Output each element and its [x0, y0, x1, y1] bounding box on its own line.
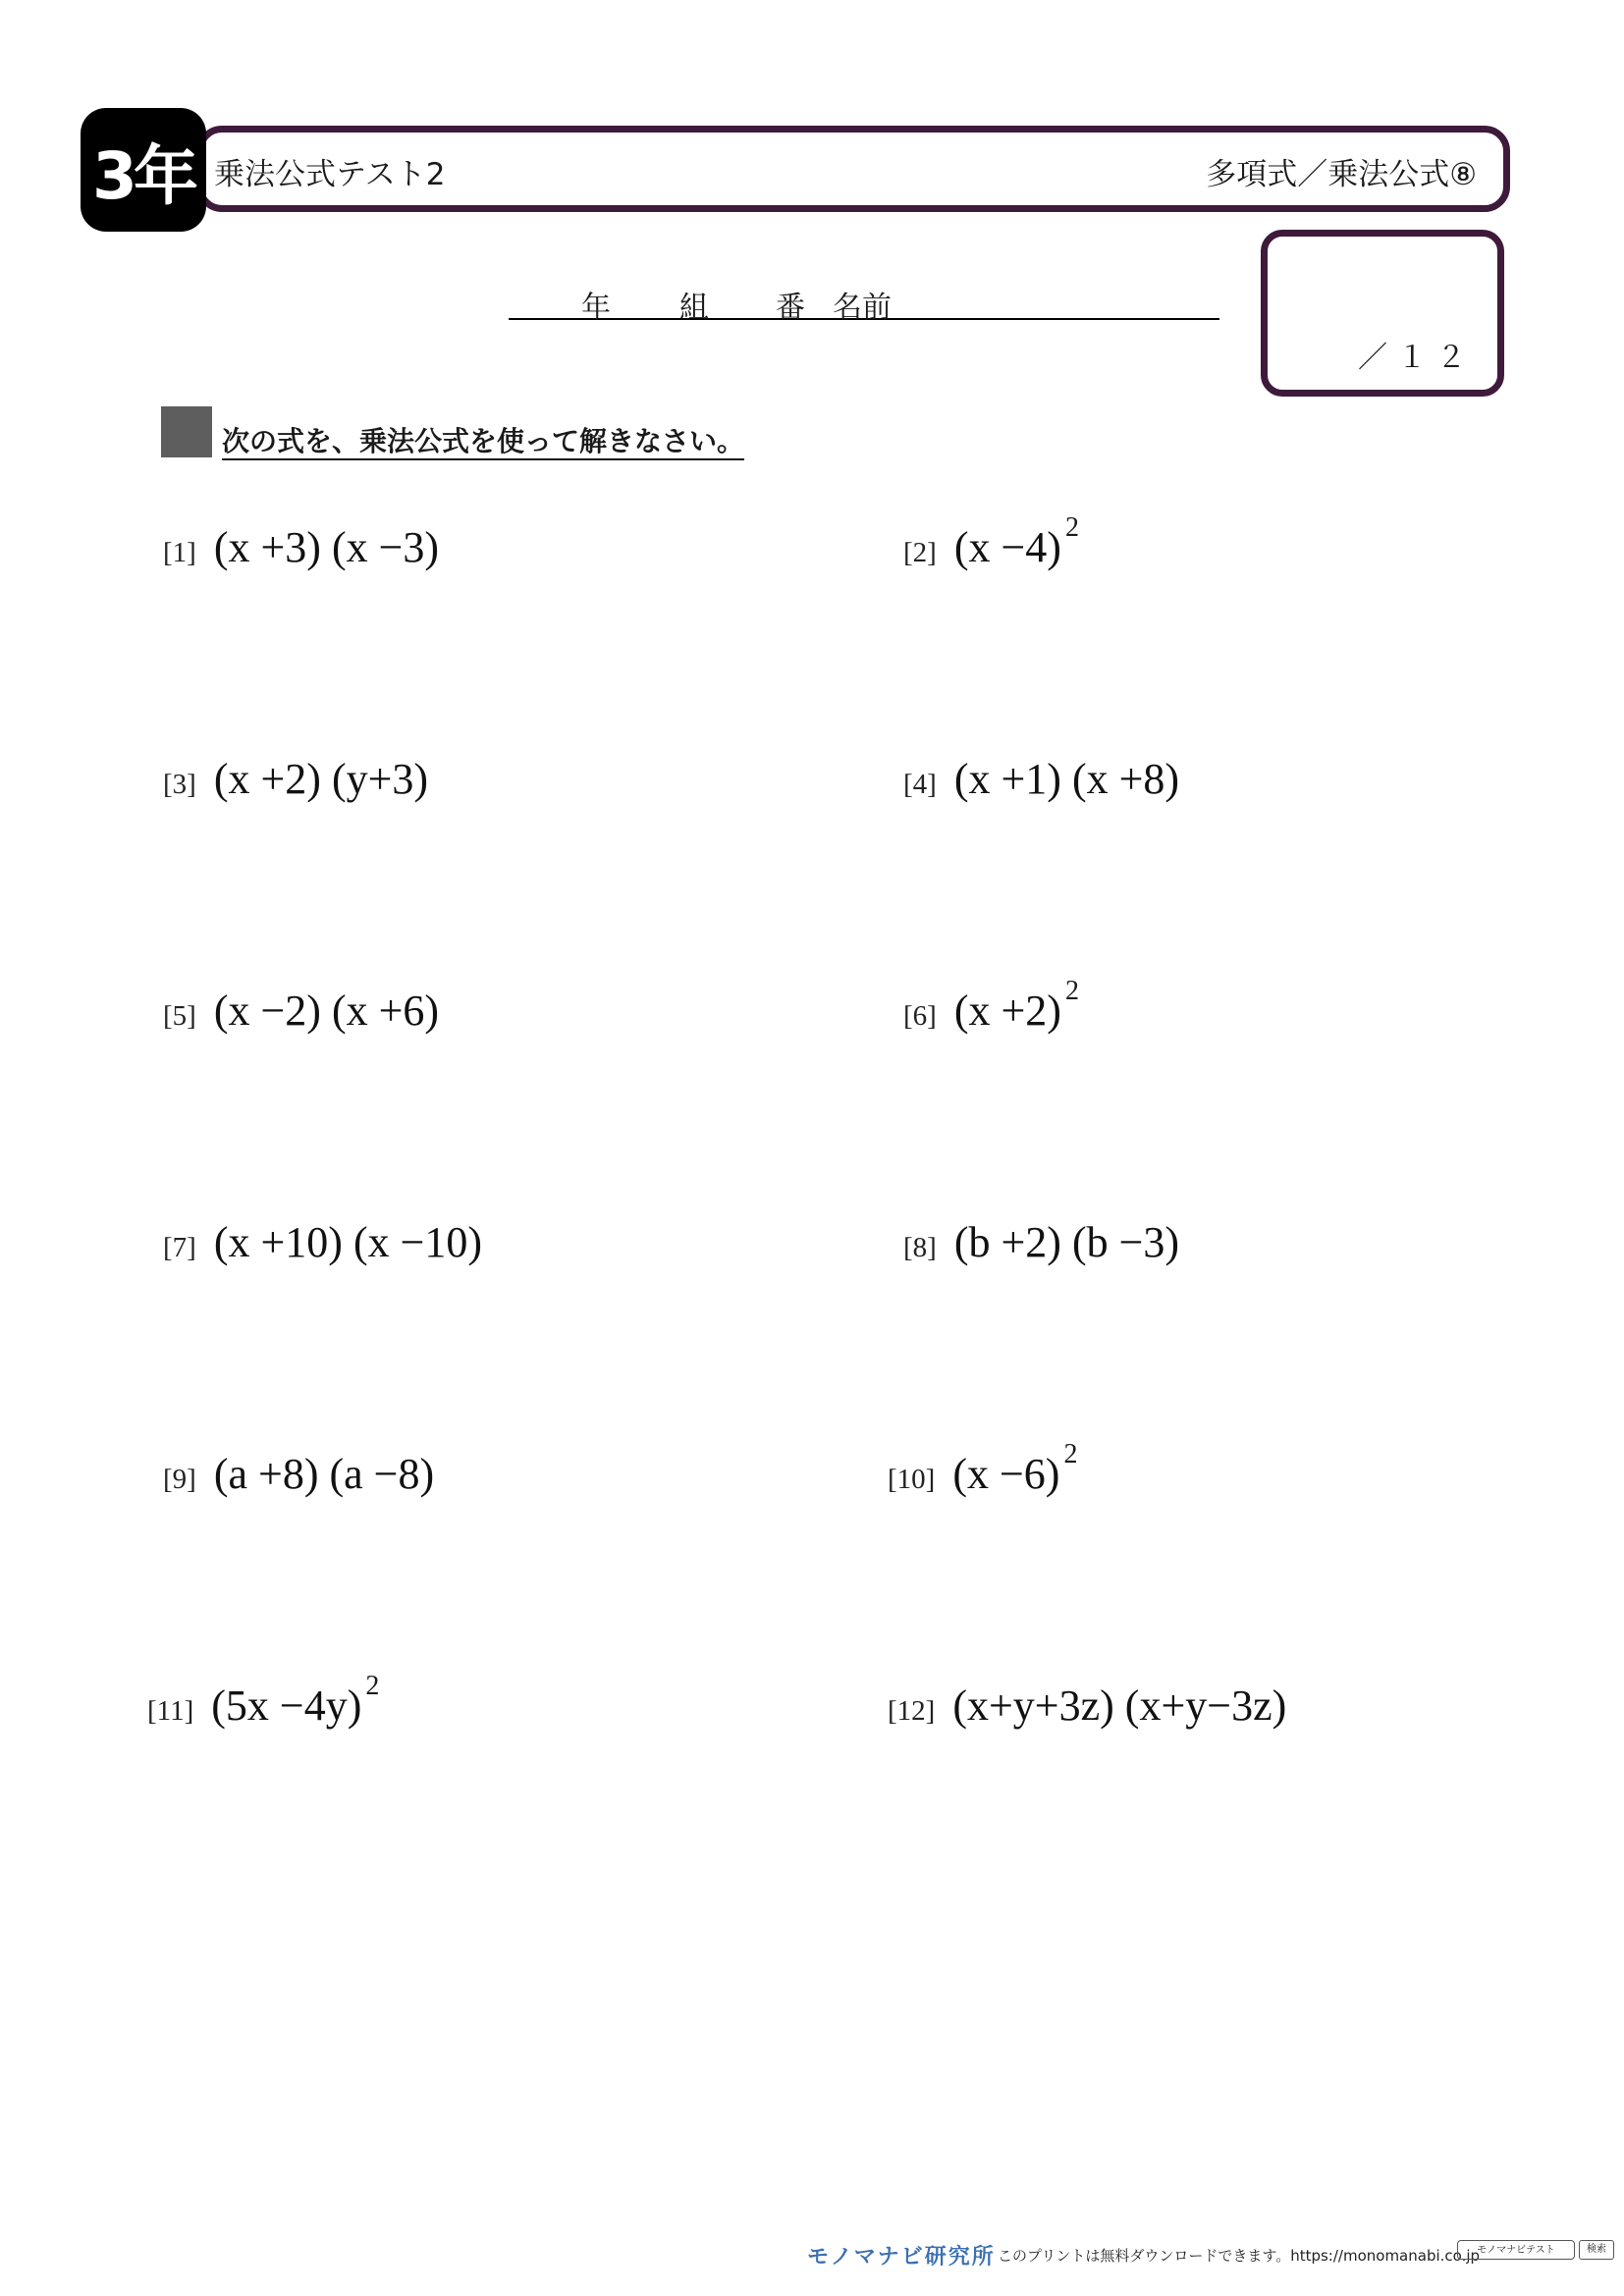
problem-number: [12] — [888, 1695, 936, 1727]
problem-number: [7] — [163, 1232, 196, 1263]
problem-12 — [888, 1681, 1286, 1731]
unit-label: 多項式／乗法公式⑧ — [1206, 157, 1477, 192]
problem-number: [9] — [163, 1464, 196, 1495]
problem-expression: (x +10) (x −10) — [213, 1218, 483, 1266]
problem-expression: (x +1) (x +8) — [953, 755, 1180, 803]
number-label: 番 — [776, 291, 805, 325]
problem-4 — [903, 754, 1179, 804]
problem-expression: (x +2) — [953, 987, 1061, 1035]
problem-number: [4] — [903, 769, 937, 800]
problem-expression: (x −4) — [953, 523, 1061, 571]
problem-number: [2] — [903, 537, 937, 568]
problem-2 — [903, 512, 1079, 572]
footer-search-button: 検索 — [1579, 2240, 1614, 2260]
problem-expression: (x −6) — [952, 1450, 1060, 1498]
year-label: 年 — [581, 291, 611, 325]
score-total: ／１２ — [1358, 341, 1476, 375]
problem-expression: (x +2) (y+3) — [213, 755, 429, 803]
instruction-text: 次の式を、乗法公式を使って解きなさい。 — [222, 425, 745, 457]
problem-expression: (5x −4y) — [211, 1682, 362, 1730]
problem-number: [8] — [903, 1232, 937, 1263]
name-label: 名前 — [833, 291, 892, 325]
class-label: 組 — [679, 291, 709, 325]
name-line — [509, 283, 1219, 325]
problem-expression: (a +8) (a −8) — [213, 1450, 435, 1498]
problem-number: [1] — [163, 537, 196, 568]
problem-number: [10] — [888, 1464, 936, 1495]
instruction-marker — [161, 406, 212, 457]
footer-logo: モノマナビ研究所 — [807, 2245, 996, 2269]
problem-number: [5] — [163, 1000, 196, 1032]
problem-exponent: 2 — [1063, 1439, 1078, 1469]
problem-9 — [163, 1449, 434, 1499]
problem-expression: (b +2) (b −3) — [953, 1218, 1180, 1266]
problem-exponent: 2 — [365, 1671, 380, 1701]
grade-badge: 3年 — [81, 108, 206, 232]
footer-search-box: モノマナビテスト — [1457, 2240, 1575, 2260]
footer-text: このプリントは無料ダウンロードできます。https://monomanabi.co.jp — [998, 2247, 1481, 2265]
problem-exponent: 2 — [1064, 976, 1079, 1006]
problem-expression: (x+y+3z) (x+y−3z) — [952, 1682, 1287, 1730]
problem-number: [3] — [163, 769, 196, 800]
problem-11 — [147, 1671, 380, 1731]
worksheet-title: 乗法公式テスト2 — [214, 157, 446, 192]
score-box — [1261, 230, 1504, 397]
problem-exponent: 2 — [1064, 512, 1079, 543]
problem-number: [6] — [903, 1000, 937, 1032]
problem-1 — [163, 522, 439, 572]
problem-expression: (x −2) (x +6) — [213, 987, 440, 1035]
problem-6 — [903, 976, 1079, 1036]
problem-3 — [163, 754, 428, 804]
problem-7 — [163, 1217, 482, 1267]
problem-expression: (x +3) (x −3) — [213, 523, 440, 571]
problem-number: [11] — [147, 1695, 194, 1727]
problem-5 — [163, 986, 439, 1036]
problem-8 — [903, 1217, 1179, 1267]
problem-10 — [888, 1439, 1078, 1499]
